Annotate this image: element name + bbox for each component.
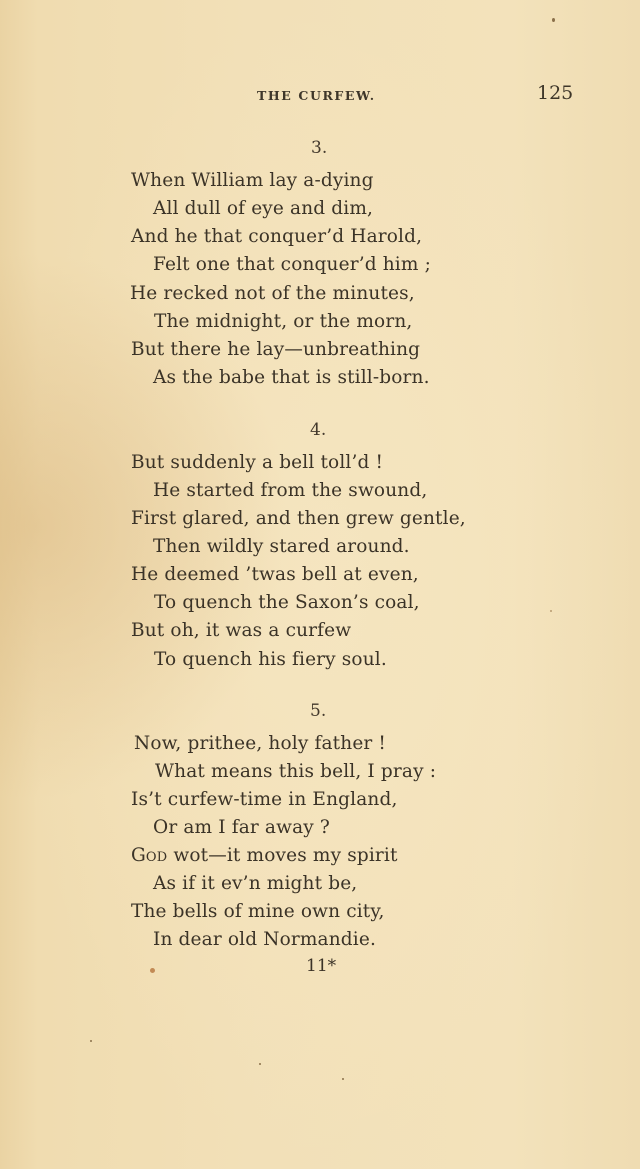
verse-line: As the babe that is still-born.: [153, 367, 430, 388]
verse-line: First glared, and then grew gentle,: [131, 508, 466, 529]
paper-speck: [342, 1078, 344, 1080]
verse-line: He recked not of the minutes,: [130, 283, 415, 304]
stanza-number: 5.: [310, 701, 327, 721]
verse-line: And he that conquer’d Harold,: [131, 226, 423, 247]
verse-line: What means this bell, I pray :: [155, 761, 437, 782]
verse-line: The midnight, or the morn,: [154, 311, 413, 332]
verse-line: In dear old Normandie.: [153, 929, 376, 950]
verse-line: But oh, it was a curfew: [131, 620, 352, 641]
signature-mark: 11*: [306, 956, 337, 976]
verse-line: The bells of mine own city,: [131, 901, 385, 922]
small-caps-word: God: [131, 845, 168, 866]
verse-line: But there he lay—unbreathing: [131, 339, 421, 360]
verse-line: To quench the Saxon’s coal,: [154, 592, 420, 613]
stanza-number: 4.: [310, 420, 327, 440]
page-number: 125: [537, 82, 574, 104]
paper-speck: [150, 968, 155, 973]
verse-line: All dull of eye and dim,: [153, 198, 374, 219]
paper-speck: [259, 1063, 261, 1065]
paper-speck: [90, 1040, 92, 1042]
paper-speck: [552, 18, 555, 22]
verse-line: Now, prithee, holy father !: [134, 733, 387, 754]
verse-line: As if it ev’n might be,: [153, 873, 358, 894]
verse-line-rest: wot—it moves my spirit: [167, 845, 398, 866]
verse-line: He started from the swound,: [153, 480, 428, 501]
running-title: THE CURFEW.: [257, 88, 376, 103]
verse-line: Then wildly stared around.: [153, 536, 410, 557]
verse-line: He deemed ’twas bell at even,: [131, 564, 419, 585]
paper-speck: [550, 610, 552, 612]
verse-line: When William lay a-dying: [131, 170, 374, 191]
verse-line: [131, 845, 398, 866]
verse-line: Felt one that conquer’d him ;: [153, 254, 431, 275]
stanza-number: 3.: [311, 138, 328, 158]
verse-line: Or am I far away ?: [153, 817, 330, 838]
verse-line: But suddenly a bell toll’d !: [131, 452, 384, 473]
verse-line: Is’t curfew-time in England,: [131, 789, 398, 810]
verse-line: To quench his fiery soul.: [154, 649, 387, 670]
